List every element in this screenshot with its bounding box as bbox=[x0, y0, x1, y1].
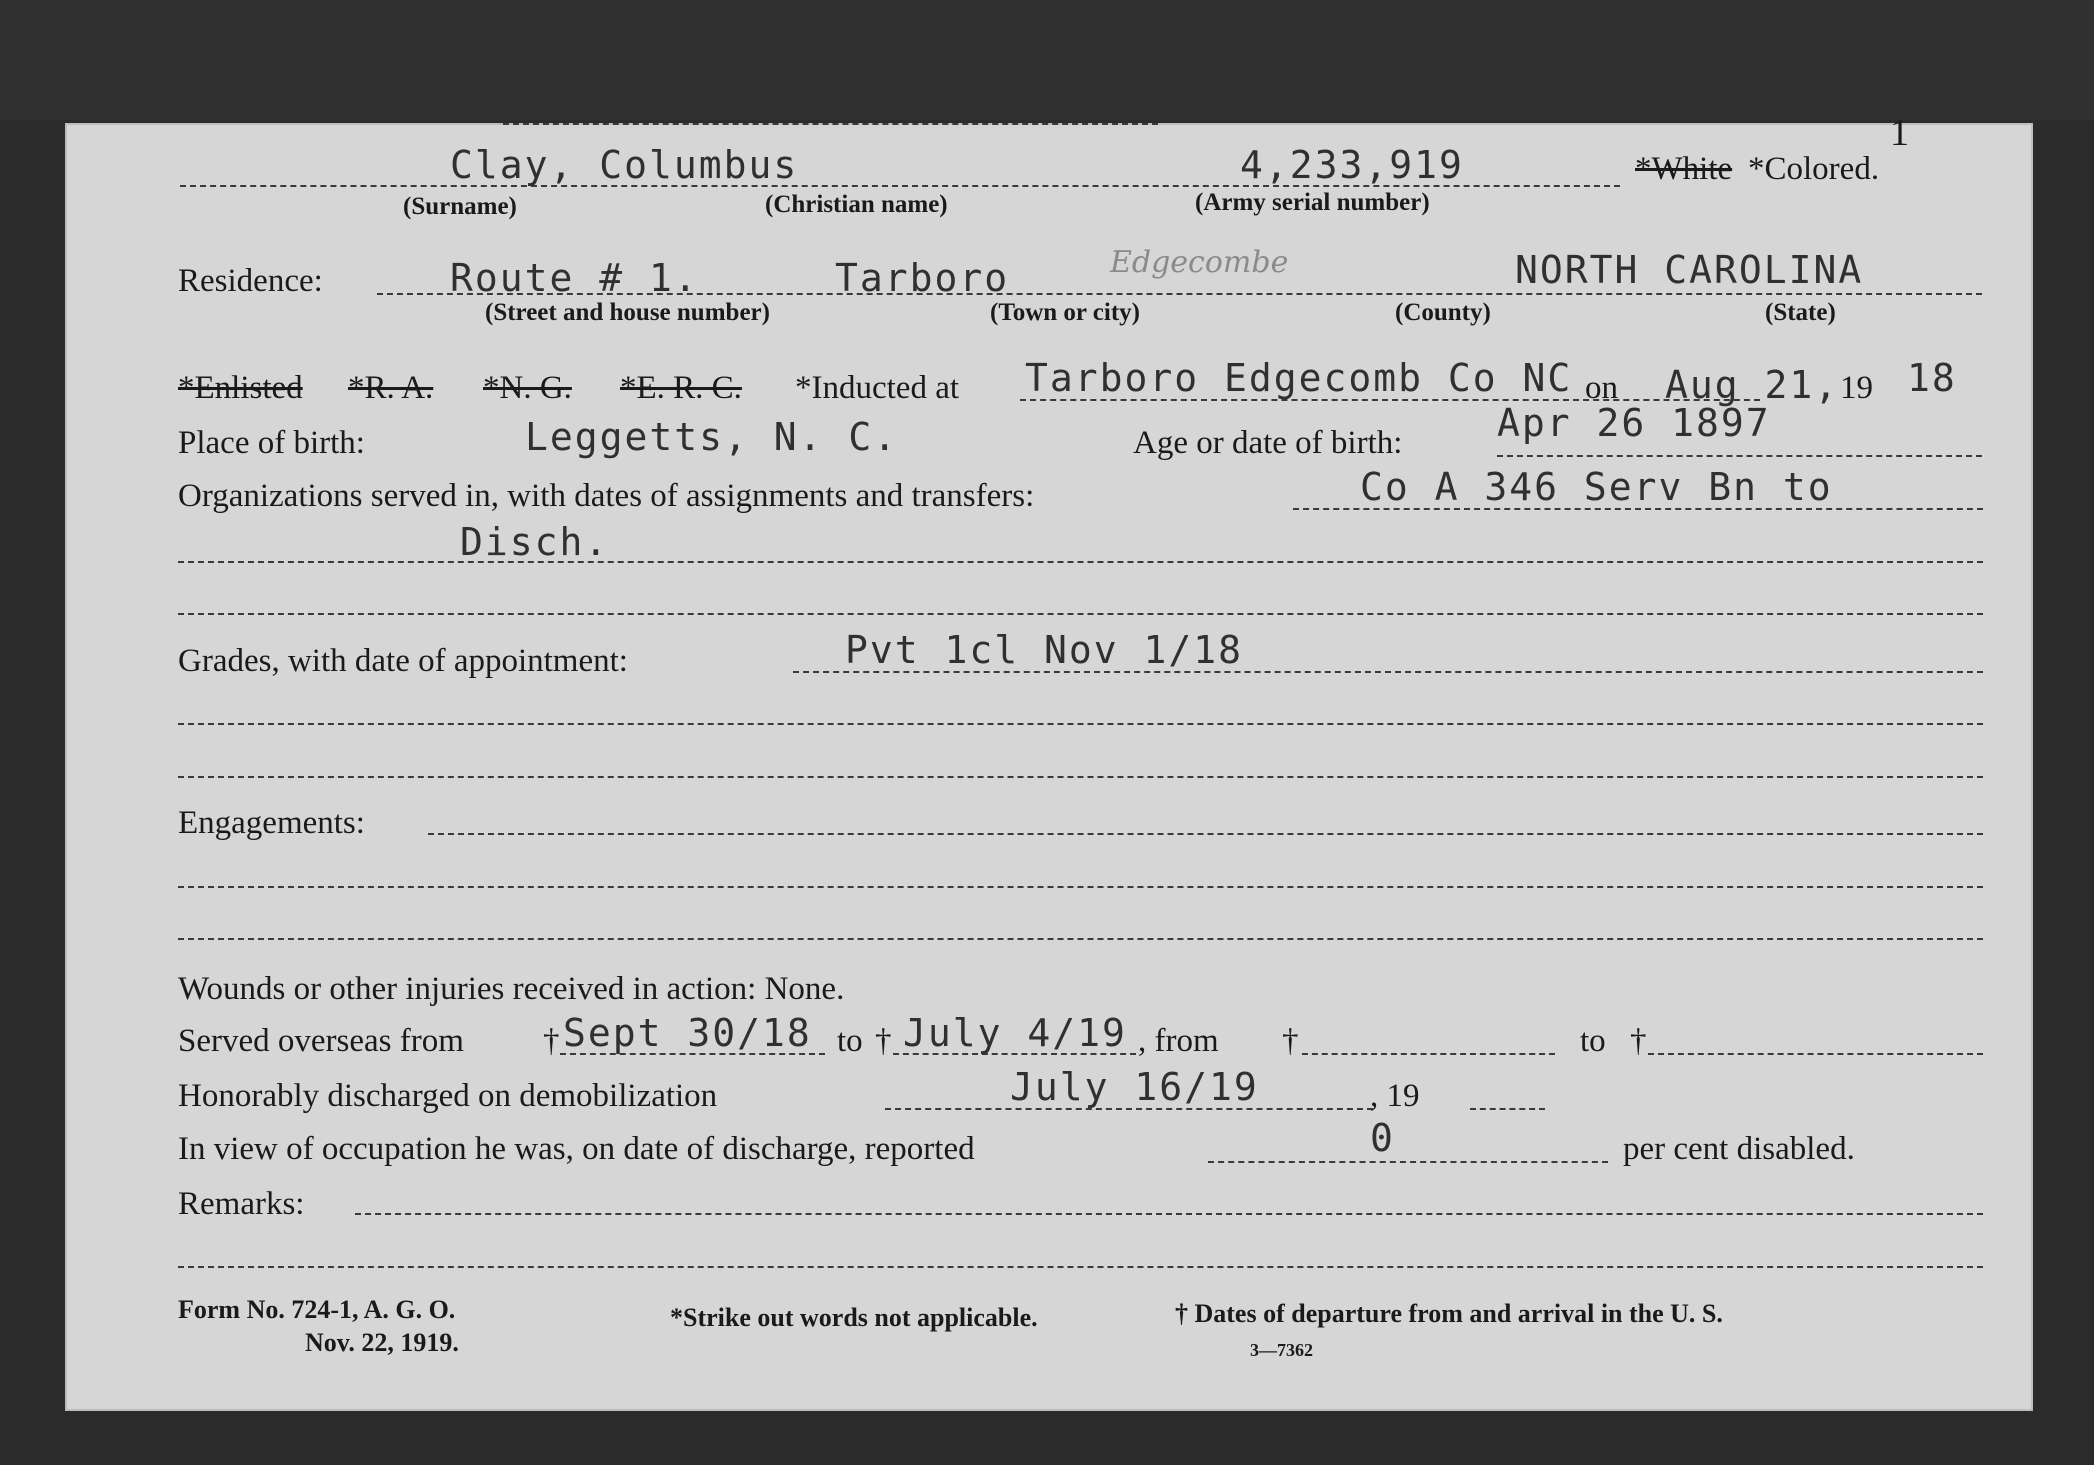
discharge-year-label: , 19 bbox=[1370, 1078, 1420, 1114]
remarks-line-1 bbox=[355, 1213, 1983, 1215]
erc-option: *E. R. C. bbox=[620, 370, 742, 406]
discharge-year-line bbox=[1470, 1108, 1545, 1110]
year-prefix: 19 bbox=[1840, 370, 1873, 406]
organizations-value-1: Co A 346 Serv Bn to bbox=[1360, 465, 1833, 509]
engagements-line-2 bbox=[178, 886, 1983, 888]
engagements-line-3 bbox=[178, 938, 1983, 940]
birthplace-line bbox=[503, 123, 1158, 125]
engagements-label: Engagements: bbox=[178, 805, 365, 841]
street-caption: (Street and house number) bbox=[485, 299, 770, 326]
form-date: Nov. 22, 1919. bbox=[305, 1328, 459, 1357]
birthplace: Leggetts, N. C. bbox=[525, 415, 899, 459]
army-serial-number: 4,233,919 bbox=[1240, 143, 1464, 187]
overseas-to-label: to bbox=[837, 1023, 863, 1059]
induction-date: Aug 21, bbox=[1665, 363, 1840, 407]
county-caption: (County) bbox=[1395, 299, 1491, 326]
grades-value: Pvt 1cl Nov 1/18 bbox=[845, 628, 1244, 672]
dagger-1: † bbox=[543, 1023, 560, 1059]
town-caption: (Town or city) bbox=[990, 299, 1140, 326]
overseas-label: Served overseas from bbox=[178, 1023, 464, 1059]
engagements-line-1 bbox=[428, 833, 1983, 835]
overseas-from-label-2: , from bbox=[1138, 1023, 1219, 1059]
serial-caption: (Army serial number) bbox=[1195, 189, 1430, 216]
dagger-3: † bbox=[1282, 1023, 1299, 1059]
form-number: Form No. 724-1, A. G. O. bbox=[178, 1295, 456, 1324]
dates-note: † Dates of departure from and arrival in the U. S. bbox=[1175, 1299, 1723, 1328]
remarks-label: Remarks: bbox=[178, 1186, 305, 1222]
birthplace-label: Place of birth: bbox=[178, 425, 365, 461]
dagger-2: † bbox=[875, 1023, 892, 1059]
residence-label: Residence: bbox=[178, 263, 323, 299]
overseas-to-label-2: to bbox=[1580, 1023, 1606, 1059]
disability-label: In view of occupation he was, on date of discharge, reported bbox=[178, 1131, 975, 1167]
strike-note: *Strike out words not applicable. bbox=[670, 1303, 1038, 1332]
overseas-to-date: July 4/19 bbox=[903, 1011, 1127, 1055]
ra-option: *R. A. bbox=[348, 370, 434, 406]
residence-town: Tarboro bbox=[835, 256, 1010, 300]
ng-option: *N. G. bbox=[483, 370, 572, 406]
dagger-4: † bbox=[1630, 1023, 1647, 1059]
corner-mark: 1 bbox=[1890, 112, 1909, 154]
organizations-label: Organizations served in, with dates of assignments and transfers: bbox=[178, 478, 1035, 514]
organizations-value-2: Disch. bbox=[460, 520, 610, 564]
overseas-from-date: Sept 30/18 bbox=[563, 1011, 812, 1055]
grades-label: Grades, with date of appointment: bbox=[178, 643, 628, 679]
enlisted-option: *Enlisted bbox=[178, 370, 303, 406]
overseas-to-line-2 bbox=[1648, 1053, 1983, 1055]
disability-suffix: per cent disabled. bbox=[1623, 1131, 1855, 1167]
residence-state: NORTH CAROLINA bbox=[1515, 248, 1864, 292]
grades-line-3 bbox=[178, 776, 1983, 778]
inducted-label: *Inducted at bbox=[795, 370, 960, 406]
inducted-place: Tarboro Edgecomb Co NC bbox=[1025, 356, 1573, 400]
residence-street: Route # 1. bbox=[450, 256, 699, 300]
surname-caption: (Surname) bbox=[403, 193, 517, 220]
grades-line-2 bbox=[178, 723, 1983, 725]
white-option: *White bbox=[1635, 151, 1733, 187]
state-caption: (State) bbox=[1765, 299, 1836, 326]
birth-date: Apr 26 1897 bbox=[1497, 401, 1771, 445]
birth-date-line bbox=[1497, 455, 1982, 457]
overseas-from-line-2 bbox=[1302, 1053, 1555, 1055]
organizations-line-3 bbox=[178, 613, 1983, 615]
birth-date-label: Age or date of birth: bbox=[1133, 425, 1403, 461]
print-code: 3—7362 bbox=[1250, 1340, 1313, 1360]
soldier-name: Clay, Columbus bbox=[450, 143, 799, 187]
discharge-date: July 16/19 bbox=[1010, 1065, 1259, 1109]
residence-county: Edgecombe bbox=[1110, 245, 1289, 280]
organizations-line-2 bbox=[178, 561, 1983, 563]
disability-line bbox=[1208, 1161, 1608, 1163]
remarks-line-2 bbox=[178, 1266, 1983, 1268]
disability-value: 0 bbox=[1370, 1116, 1395, 1160]
discharge-label: Honorably discharged on demobilization bbox=[178, 1078, 718, 1114]
induction-year: 18 bbox=[1907, 356, 1957, 400]
wounds-label: Wounds or other injuries received in action: None. bbox=[178, 971, 845, 1007]
scan-top-margin bbox=[0, 0, 2094, 120]
colored-option: *Colored. bbox=[1748, 151, 1880, 187]
service-record-card bbox=[65, 112, 2033, 1411]
on-label: on bbox=[1585, 370, 1618, 406]
christian-name-caption: (Christian name) bbox=[765, 191, 948, 218]
